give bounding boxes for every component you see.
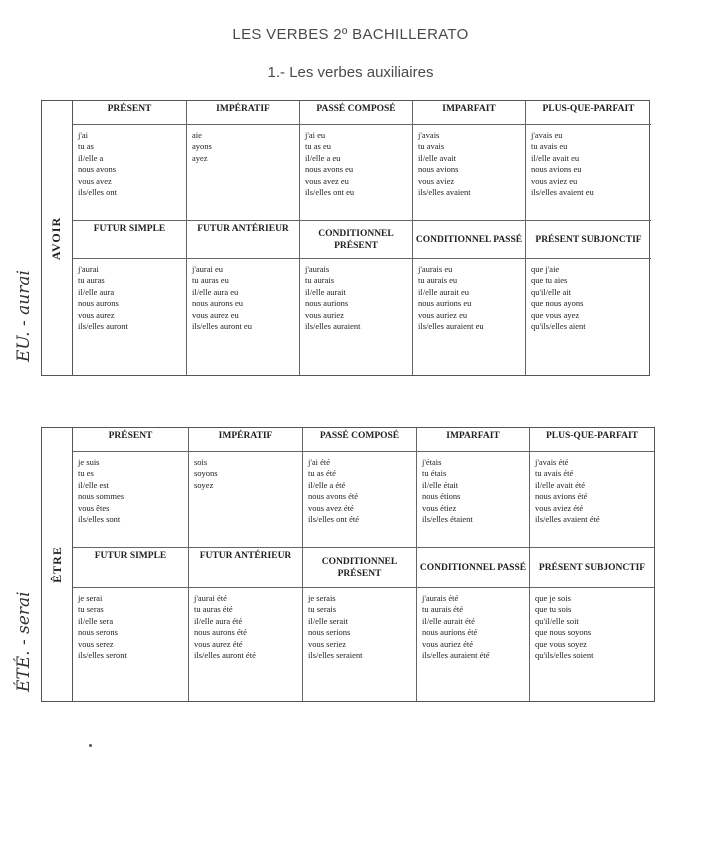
document-title: LES VERBES 2º BACHILLERATO bbox=[232, 26, 469, 43]
conjugation-cell-avoir: j'aurai eu tu auras eu il/elle aura eu nous aurons eu vous aurez eu ils/elles auront eu bbox=[187, 259, 300, 375]
conjugation-cell-avoir: aie ayons ayez bbox=[187, 125, 300, 221]
conjugation-cell-avoir: j'avais eu tu avais eu il/elle avait eu nous avions eu vous aviez eu ils/elles avaient eu bbox=[526, 125, 651, 221]
conjugation-cell-etre: j'avais été tu avais été il/elle avait été nous avions été vous aviez été ils/elles avaient été bbox=[530, 452, 654, 548]
tense-header-avoir: IMPARFAIT bbox=[413, 101, 526, 125]
tense-header-etre: FUTUR SIMPLE bbox=[73, 548, 189, 588]
verb-label: ÊTRE bbox=[49, 546, 64, 583]
section-title: 1.- Les verbes auxiliaires bbox=[267, 64, 434, 81]
conjugation-cell-avoir: j'aurai tu auras il/elle aura nous aurons vous aurez ils/elles auront bbox=[73, 259, 187, 375]
verb-label: AVOIR bbox=[49, 216, 64, 260]
conjugation-cell-avoir: que j'aie que tu aies qu'il/elle ait que nous ayons que vous ayez qu'ils/elles aient bbox=[531, 264, 586, 332]
conjugation-cell-avoir: j'avais tu avais il/elle avait nous avions vous aviez ils/elles avaient bbox=[413, 125, 526, 221]
conjugation-cell-etre: sois soyons soyez bbox=[189, 452, 303, 548]
handwritten-note-etre: ÉTÉ. - serai bbox=[14, 591, 34, 692]
tense-header-etre: PRÉSENT bbox=[73, 428, 189, 452]
stray-mark bbox=[89, 744, 92, 747]
tense-header-etre: IMPARFAIT bbox=[417, 428, 530, 452]
conjugation-cell-etre: j'étais tu étais il/elle était nous étions vous étiez ils/elles étaient bbox=[417, 452, 530, 548]
conjugation-cell-etre: je serai tu seras il/elle sera nous serons vous serez ils/elles seront bbox=[73, 588, 189, 701]
verb-label-column bbox=[42, 101, 73, 375]
conjugation-cell-etre: je serais tu serais il/elle serait nous serions vous seriez ils/elles seraient bbox=[303, 588, 417, 701]
conjugation-cell-etre: j'aurai été tu auras été il/elle aura été nous aurons été vous aurez été ils/elles auront été bbox=[189, 588, 303, 701]
conjugation-cell-avoir: j'ai eu tu as eu il/elle a eu nous avons eu vous avez eu ils/elles ont eu bbox=[300, 125, 413, 221]
tense-header-etre: CONDITIONNEL PRÉSENT bbox=[303, 548, 417, 588]
tense-header-avoir: PASSÉ COMPOSÉ bbox=[300, 101, 413, 125]
handwritten-note-avoir: EU. - aurai bbox=[14, 270, 34, 362]
tense-header-avoir: PLUS-QUE-PARFAIT bbox=[526, 101, 651, 125]
tense-header-avoir: CONDITIONNEL PRÉSENT bbox=[300, 221, 413, 259]
conjugation-cell-etre: que je sois que tu sois qu'il/elle soit que nous soyons que vous soyez qu'ils/elles soient bbox=[535, 593, 594, 661]
tense-header-avoir: PRÉSENT bbox=[73, 101, 187, 125]
tense-header-etre: PASSÉ COMPOSÉ bbox=[303, 428, 417, 452]
tense-header-avoir: IMPÉRATIF bbox=[187, 101, 300, 125]
conjugation-cell-avoir: j'aurais tu aurais il/elle aurait nous aurions vous auriez ils/elles auraient bbox=[300, 259, 413, 375]
tense-header-avoir: PRÉSENT SUBJONCTIF bbox=[526, 221, 651, 259]
tense-header-etre: PRÉSENT SUBJONCTIF bbox=[530, 548, 654, 588]
tense-header-avoir: FUTUR ANTÉRIEUR bbox=[187, 221, 300, 259]
tense-header-etre: PLUS-QUE-PARFAIT bbox=[530, 428, 654, 452]
tense-header-etre: FUTUR ANTÉRIEUR bbox=[189, 548, 303, 588]
tense-header-avoir: CONDITIONNEL PASSÉ bbox=[413, 221, 526, 259]
verb-label-column bbox=[42, 428, 73, 701]
conjugation-table-etre bbox=[41, 427, 655, 702]
conjugation-table-avoir bbox=[41, 100, 650, 376]
conjugation-cell-avoir: j'aurais eu tu aurais eu il/elle aurait eu nous aurions eu vous auriez eu ils/elles auraient eu bbox=[413, 259, 526, 375]
conjugation-cell-etre: j'ai été tu as été il/elle a été nous avons été vous avez été ils/elles ont été bbox=[303, 452, 417, 548]
tense-header-etre: IMPÉRATIF bbox=[189, 428, 303, 452]
tense-header-etre: CONDITIONNEL PASSÉ bbox=[417, 548, 530, 588]
conjugation-cell-avoir: j'ai tu as il/elle a nous avons vous avez ils/elles ont bbox=[73, 125, 187, 221]
conjugation-cell-etre: j'aurais été tu aurais été il/elle aurait été nous aurions été vous auriez été ils/elles auraient été bbox=[417, 588, 530, 701]
conjugation-cell-etre: je suis tu es il/elle est nous sommes vous êtes ils/elles sont bbox=[73, 452, 189, 548]
tense-header-avoir: FUTUR SIMPLE bbox=[73, 221, 187, 259]
